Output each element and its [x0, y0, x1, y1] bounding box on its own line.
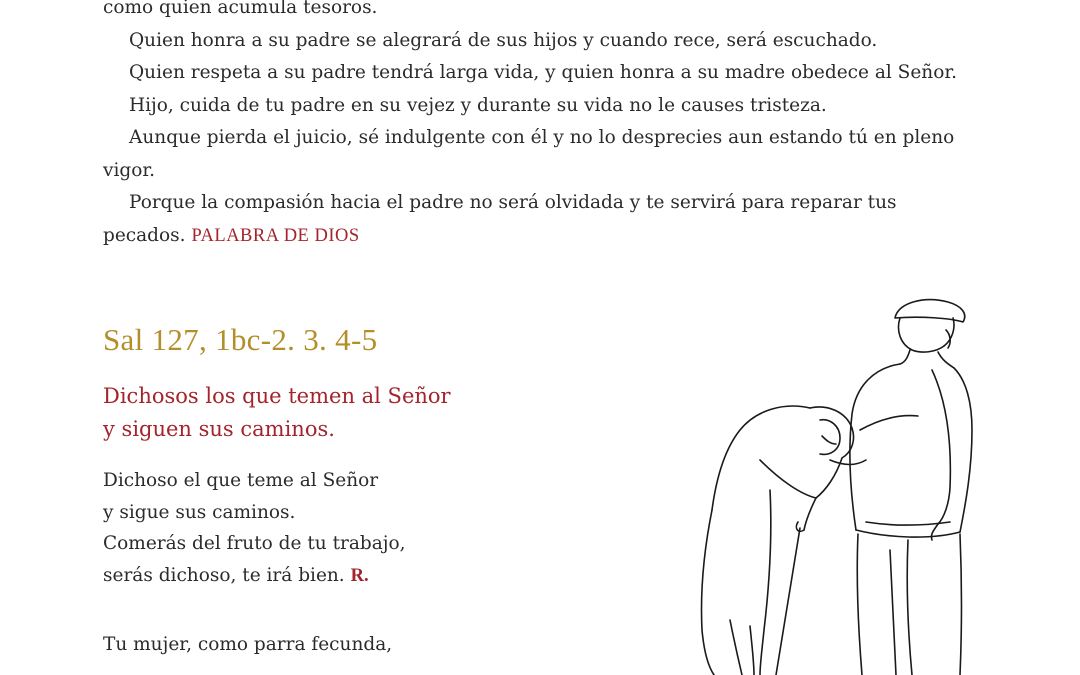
psalm-refrain — [103, 380, 583, 446]
elderly-couple-line-drawing-icon — [660, 290, 1010, 675]
refrain-line: Dichosos los que temen al Señor — [103, 384, 451, 408]
reading-text — [103, 0, 983, 252]
stanza-line-text: serás dichoso, te irá bien. — [103, 564, 345, 586]
psalm-stanza-2 — [103, 629, 523, 661]
stanza-line: y sigue sus caminos. — [103, 501, 296, 523]
psalm-stanza-1 — [103, 465, 523, 592]
stanza-line-last — [103, 560, 523, 593]
stanza-line: Dichoso el que teme al Señor — [103, 470, 379, 491]
reading-paragraph: Aunque pierda el juicio, sé indulgente con él y no lo desprecies aun estando tú en pleno vigor. — [103, 127, 955, 181]
response-mark: R. — [350, 565, 369, 586]
psalm-reference: Sal 127, 1bc-2. 3. 4-5 — [103, 322, 378, 357]
reading-paragraph: Quien respeta a su padre tendrá larga vida, y quien honra a su madre obedece al Señor. — [129, 62, 958, 83]
refrain-line: y siguen sus caminos. — [103, 417, 335, 441]
reading-paragraph: Quien honra a su padre se alegrará de sus hijos y cuando rece, será escuchado. — [129, 29, 878, 51]
stanza-line: Tu mujer, como parra fecunda, — [103, 634, 393, 655]
reading-paragraph-text: Porque la compasión hacia el padre no será olvidada y te servirá para reparar tus pecados. — [103, 192, 897, 246]
reading-paragraph-last — [103, 187, 983, 252]
reading-closing-acclamation: PALABRA DE DIOS — [191, 225, 360, 246]
reading-paragraph: como quien acumula tesoros. — [103, 0, 378, 18]
stanza-line: Comerás del fruto de tu trabajo, — [103, 533, 406, 554]
reading-paragraph: Hijo, cuida de tu padre en su vejez y durante su vida no le causes tristeza. — [129, 94, 827, 116]
